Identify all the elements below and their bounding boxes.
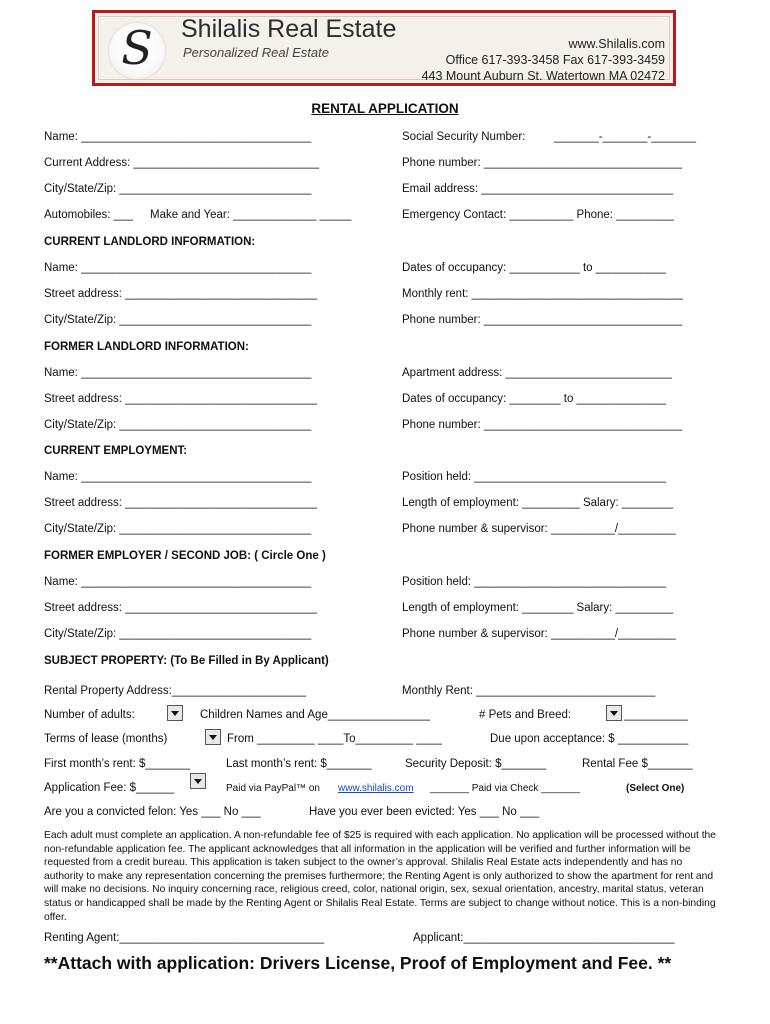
paypal-label: Paid via PayPal™ on xyxy=(226,783,320,794)
applicant-name-field[interactable]: Name: ____________________________________ xyxy=(44,131,312,143)
former-landlord-city-field[interactable]: City/State/Zip: ______________________________ xyxy=(44,419,312,431)
paid-via-check-field[interactable]: _______ Paid via Check _______ xyxy=(430,783,581,794)
former-landlord-street-field[interactable]: Street address: ______________________________ xyxy=(44,393,318,405)
former-occupancy-dates-field[interactable]: Dates of occupancy: ________ to ______________ xyxy=(402,393,667,405)
former-employer-heading: FORMER EMPLOYER / SECOND JOB: ( Circle One ) xyxy=(44,550,326,562)
disclaimer-paragraph: Each adult must complete an application. A non-refundable fee of $25 is required with each application. No application will be processed without the non-refundable application fee. The applicant acknowledges that all information in the application will be verified and further information will be requested from a credit bureau. This application is taken subject to the owner’s approval. Shilalis Real Estate acts independently and has no authority to make any representation concerning the premises furthermore; the Renting Agent is only authorized to show the apartment for rent and will make no decisions. No inquiry concerning race, religious creed, color, national origin, sex, sexual orientation, ancestry, marital status, veteran status or handicapped shall be made by the Renting Agent or Shilalis Real Estate. Terms are subject to change without notice. This is a non-binding offer. xyxy=(44,830,717,923)
pets-label: # Pets and Breed: xyxy=(479,709,572,721)
select-one-note: (Select One) xyxy=(626,783,685,794)
former-employer-city-field[interactable]: City/State/Zip: ______________________________ xyxy=(44,628,312,640)
subject-property-heading: SUBJECT PROPERTY: (To Be Filled in By Applicant) xyxy=(44,655,329,667)
convicted-felon-question[interactable]: Are you a convicted felon: Yes ___ No ___ xyxy=(44,806,261,818)
shilalis-website-link[interactable]: www.shilalis.com xyxy=(338,783,414,794)
ssn-field[interactable]: _______-_______-_______ xyxy=(554,131,696,143)
current-supervisor-phone-field[interactable]: Phone number & supervisor: __________/_________ xyxy=(402,523,676,535)
make-year-field[interactable]: Make and Year: _____________ _____ xyxy=(150,209,352,221)
company-phone-fax: Office 617-393-3458 Fax 617-393-3459 xyxy=(445,53,665,67)
due-upon-acceptance-field[interactable]: Due upon acceptance: $ ___________ xyxy=(490,733,689,745)
company-name: Shilalis Real Estate xyxy=(181,15,397,43)
current-landlord-heading: CURRENT LANDLORD INFORMATION: xyxy=(44,236,256,248)
application-fee-field[interactable]: Application Fee: $______ xyxy=(44,782,175,794)
monthly-rent-field[interactable]: Monthly Rent: ____________________________ xyxy=(402,685,656,697)
current-employer-name-field[interactable]: Name: ____________________________________ xyxy=(44,471,312,483)
attachment-instructions: **Attach with application: Drivers License, Proof of Employment and Fee. ** xyxy=(44,953,672,973)
rental-fee-field[interactable]: Rental Fee $_______ xyxy=(582,758,693,770)
automobiles-field[interactable]: Automobiles: ___ xyxy=(44,209,133,221)
lease-from-to-field[interactable]: From _________ ____To_________ ____ xyxy=(227,733,442,745)
last-month-rent-field[interactable]: Last month’s rent: $_______ xyxy=(226,758,372,770)
lease-terms-label: Terms of lease (months) xyxy=(44,733,168,745)
former-apartment-address-field[interactable]: Apartment address: __________________________ xyxy=(402,367,672,379)
current-address-field[interactable]: Current Address: _____________________________ xyxy=(44,157,319,169)
rental-property-address-field[interactable]: Rental Property Address:_____________________ xyxy=(44,685,307,697)
current-employment-length-field[interactable]: Length of employment: _________ Salary: ________ xyxy=(402,497,674,509)
lease-terms-dropdown-chevron-icon[interactable] xyxy=(205,729,221,745)
children-names-field[interactable]: Children Names and Age________________ xyxy=(200,709,431,721)
renting-agent-signature-field[interactable]: Renting Agent:________________________________ xyxy=(44,932,325,944)
applicant-signature-field[interactable]: Applicant:_________________________________ xyxy=(413,932,675,944)
applicant-city-field[interactable]: City/State/Zip: ______________________________ xyxy=(44,183,312,195)
former-employer-street-field[interactable]: Street address: ______________________________ xyxy=(44,602,318,614)
adults-dropdown-chevron-icon[interactable] xyxy=(167,705,183,721)
former-landlord-name-field[interactable]: Name: ____________________________________ xyxy=(44,367,312,379)
form-title: RENTAL APPLICATION xyxy=(311,101,459,116)
company-logo xyxy=(109,23,165,79)
logo-letter: S xyxy=(121,21,153,75)
former-landlord-phone-field[interactable]: Phone number: _______________________________ xyxy=(402,419,683,431)
current-employment-heading: CURRENT EMPLOYMENT: xyxy=(44,445,188,457)
former-supervisor-phone-field[interactable]: Phone number & supervisor: __________/_________ xyxy=(402,628,676,640)
first-month-rent-field[interactable]: First month’s rent: $_______ xyxy=(44,758,191,770)
pets-dropdown-chevron-icon[interactable] xyxy=(606,705,622,721)
evicted-question[interactable]: Have you ever been evicted: Yes ___ No ___ xyxy=(309,806,540,818)
current-landlord-name-field[interactable]: Name: ____________________________________ xyxy=(44,262,312,274)
application-fee-dropdown-chevron-icon[interactable] xyxy=(190,773,206,789)
applicant-phone-field[interactable]: Phone number: _______________________________ xyxy=(402,157,683,169)
current-landlord-city-field[interactable]: City/State/Zip: ______________________________ xyxy=(44,314,312,326)
current-landlord-phone-field[interactable]: Phone number: _______________________________ xyxy=(402,314,683,326)
former-employer-name-field[interactable]: Name: ____________________________________ xyxy=(44,576,312,588)
company-website: www.Shilalis.com xyxy=(568,37,665,51)
emergency-contact-field[interactable]: Emergency Contact: __________ Phone: _________ xyxy=(402,209,674,221)
ssn-label: Social Security Number: xyxy=(402,131,526,143)
current-occupancy-dates-field[interactable]: Dates of occupancy: ___________ to ___________ xyxy=(402,262,667,274)
company-tagline: Personalized Real Estate xyxy=(183,45,329,60)
number-of-adults-label: Number of adults: xyxy=(44,709,135,721)
letterhead-banner xyxy=(92,10,676,86)
former-position-field[interactable]: Position held: ______________________________ xyxy=(402,576,667,588)
current-landlord-street-field[interactable]: Street address: ______________________________ xyxy=(44,288,318,300)
former-landlord-heading: FORMER LANDLORD INFORMATION: xyxy=(44,341,249,353)
current-position-field[interactable]: Position held: ______________________________ xyxy=(402,471,667,483)
pets-field[interactable]: __________ xyxy=(624,709,688,721)
current-employer-street-field[interactable]: Street address: ______________________________ xyxy=(44,497,318,509)
current-monthly-rent-field[interactable]: Monthly rent: _________________________________ xyxy=(402,288,683,300)
company-address: 443 Mount Auburn St. Watertown MA 02472 xyxy=(421,69,665,83)
former-employment-length-field[interactable]: Length of employment: ________ Salary: _________ xyxy=(402,602,674,614)
current-employer-city-field[interactable]: City/State/Zip: ______________________________ xyxy=(44,523,312,535)
email-field[interactable]: Email address: ______________________________ xyxy=(402,183,674,195)
security-deposit-field[interactable]: Security Deposit: $_______ xyxy=(405,758,547,770)
